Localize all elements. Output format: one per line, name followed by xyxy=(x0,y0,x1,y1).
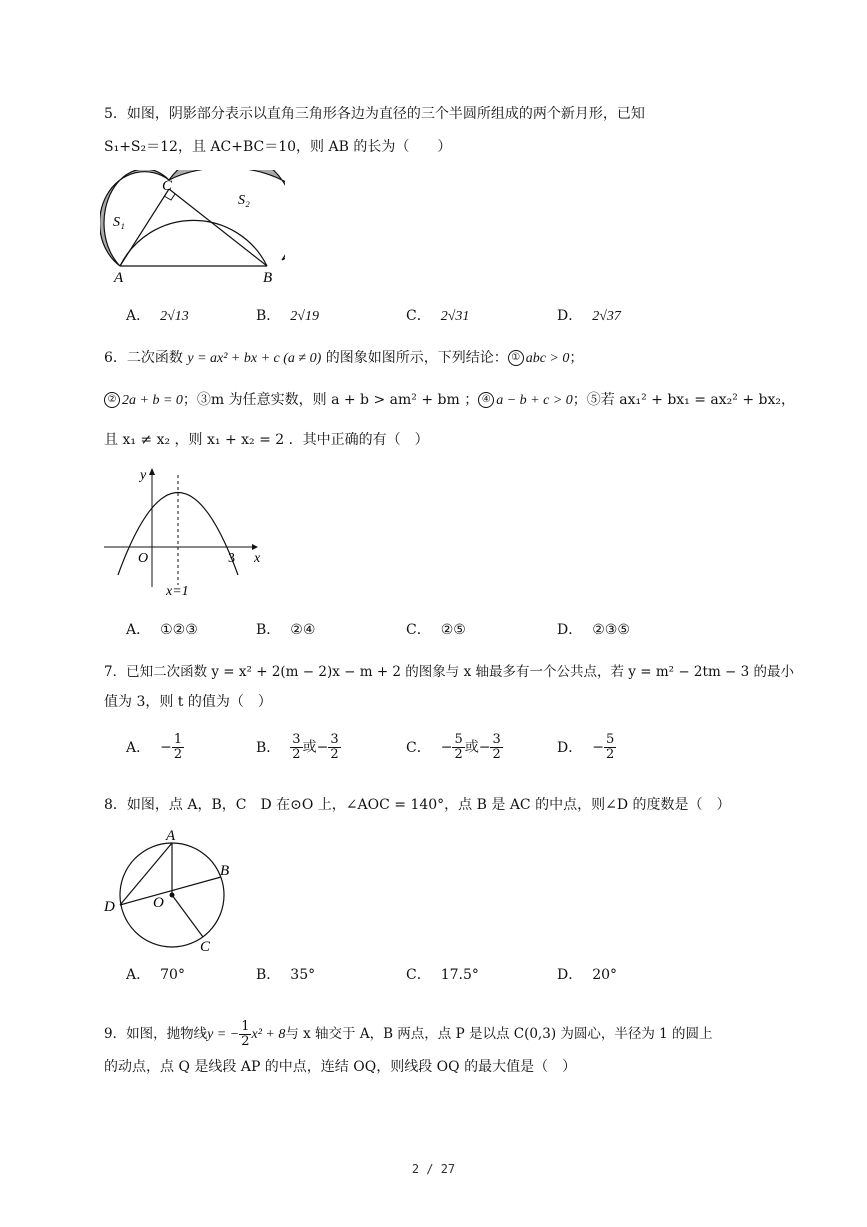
q5-label-c: C xyxy=(162,178,173,194)
q6-label-o: O xyxy=(138,551,149,566)
q6-label-y: y xyxy=(140,468,147,483)
q8-label-c: C xyxy=(200,939,211,955)
q8-option-c[interactable]: C． 17.5° xyxy=(406,967,479,983)
q5-line2: S₁+S₂＝12，且 AC+BC＝10，则 AB 的长为（ ） xyxy=(104,139,452,155)
q5-figure xyxy=(100,170,285,285)
q6-line2: ② 2a + b = 0；③m 为任意实数，则 a + b > am² + bm ； ④ a − b + c > 0；⑤若 ax₁² + bx₁ = ax₂² + bx₂， xyxy=(104,390,795,411)
page-number: 2 / 27 xyxy=(411,1162,456,1176)
q5-label-s2: S₂ xyxy=(238,193,250,208)
q5-label-a: A xyxy=(114,270,124,285)
q5-label-s1: S₁ xyxy=(113,215,125,230)
q5-shade-s2 xyxy=(169,170,285,260)
q5-option-d[interactable]: D． 2√37 xyxy=(557,308,621,324)
q5-line1: 5．如图，阴影部分表示以直角三角形各边为直径的三个半圆所组成的两个新月形，已知 xyxy=(104,106,645,122)
q6-label-x: x xyxy=(254,551,261,566)
q6-parabola xyxy=(118,493,238,576)
q6-line1: 6．二次函数 y = ax² + bx + c (a ≠ 0) 的图象如图所示，下列结论： ① abc > 0； xyxy=(104,350,584,366)
q6-line3: 且 x₁ ≠ x₂ ，则 x₁ + x₂ = 2 ．其中正确的有（ ） xyxy=(104,432,429,448)
q6-option-d[interactable]: D． ②③⑤ xyxy=(557,622,630,638)
q7-option-b[interactable]: B． $\frac{3}{2}$ 或− $\frac{3}{2}$ xyxy=(256,732,339,762)
q8-figure xyxy=(100,825,240,955)
q5-ac xyxy=(120,189,169,266)
q8-label-b: B xyxy=(220,863,230,879)
q9-line1: 9．如图，抛物线y = − $\frac{1}{2}$ x² + 8与 x 轴交于 A，B 两点，点 P 是以点 C(0,3) 为圆心，半径为 1 的圆上 xyxy=(104,1019,713,1049)
q5-big-semicircle xyxy=(120,220,267,266)
q7-option-c[interactable]: C． − $\frac{5}{2}$ 或− $\frac{3}{2}$ xyxy=(406,732,501,762)
q6-figure xyxy=(100,465,270,600)
q8-line1: 8．如图，点 A，B，C D 在⊙O 上，∠AOC = 140°，点 B 是 AC 的中点，则∠D 的度数是（ ） xyxy=(104,797,731,813)
q8-label-d: D xyxy=(104,899,115,915)
q7-option-d[interactable]: D． − $\frac{5}{2}$ xyxy=(557,732,615,762)
q7-line2: 值为 3，则 t 的值为（ ） xyxy=(104,694,272,710)
q5-shade-s1 xyxy=(100,170,169,266)
q8-option-b[interactable]: B． 35° xyxy=(256,967,316,983)
q7-option-a[interactable]: A． − $\frac{1}{2}$ xyxy=(126,732,183,762)
q6-option-b[interactable]: B． ②④ xyxy=(256,622,316,638)
q5-bc xyxy=(169,189,267,266)
q6-option-a[interactable]: A． ①②③ xyxy=(126,622,198,638)
q7-line1: 7．已知二次函数 y = x² + 2(m − 2)x − m + 2 的图象与 x 轴最多有一个公共点，若 y = m² − 2tm − 3 的最小 xyxy=(104,664,795,680)
q6-label-axis: x=1 xyxy=(166,584,189,599)
q8-option-a[interactable]: A． 70° xyxy=(126,967,185,983)
q5-option-c[interactable]: C． 2√31 xyxy=(406,308,470,324)
q6-label-3: 3 xyxy=(228,551,235,566)
q8-option-d[interactable]: D． 20° xyxy=(557,967,618,983)
q9-line2: 的动点，点 Q 是线段 AP 的中点，连结 OQ，则线段 OQ 的最大值是（ ） xyxy=(104,1059,577,1075)
q5-label-b: B xyxy=(263,270,273,285)
q6-option-c[interactable]: C． ②⑤ xyxy=(406,622,466,638)
q8-label-a: A xyxy=(166,828,176,844)
q8-label-o: O xyxy=(153,895,164,911)
q5-option-b[interactable]: B． 2√19 xyxy=(256,308,319,324)
q5-option-a[interactable]: A． 2√13 xyxy=(126,308,189,324)
